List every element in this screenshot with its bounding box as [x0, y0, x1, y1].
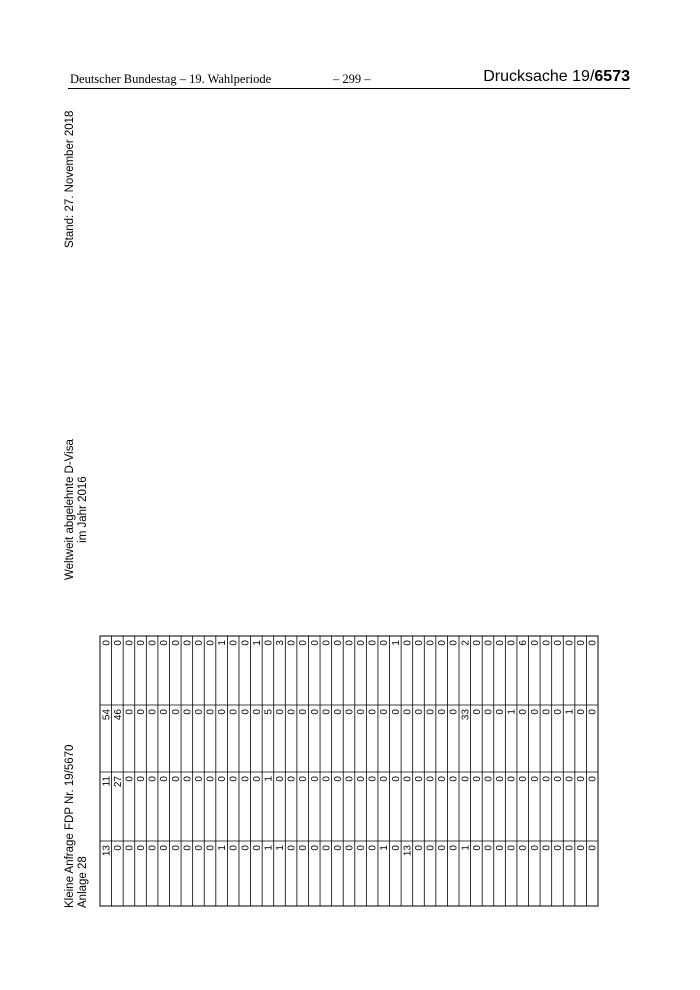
table-cell: 0 [506, 845, 518, 851]
table-cell: 0 [159, 640, 171, 646]
table-cell: 0 [159, 776, 171, 782]
table-cell: 0 [379, 640, 391, 646]
table-cell: 0 [321, 640, 333, 646]
table-cell: 0 [228, 845, 240, 851]
table-cell: 0 [367, 845, 379, 851]
table-cell: 0 [124, 776, 136, 782]
table-cell: 0 [587, 640, 599, 646]
table-cell: 0 [112, 640, 124, 646]
table-cell: 0 [576, 776, 588, 782]
table-cell: 0 [170, 845, 182, 851]
table-cell: 0 [298, 640, 310, 646]
table-cell: 0 [112, 845, 124, 851]
table-cell: 0 [379, 709, 391, 715]
table-cell: 0 [367, 640, 379, 646]
table-cell: 0 [136, 845, 148, 851]
table-cell: 0 [541, 776, 553, 782]
doc-number-bold: 6573 [594, 68, 630, 85]
table-cell: 0 [217, 709, 229, 715]
table-cell: 0 [136, 776, 148, 782]
table-cell: 0 [309, 709, 321, 715]
table-cell: 5 [263, 709, 275, 715]
table-cell: 0 [205, 640, 217, 646]
table-cell: 0 [529, 776, 541, 782]
table-cell: 0 [460, 776, 472, 782]
table-cell: 0 [193, 776, 205, 782]
table-cell: 0 [205, 845, 217, 851]
table-cell: 0 [182, 845, 194, 851]
table-cell: 0 [518, 845, 530, 851]
table-cell: 0 [483, 709, 495, 715]
table-cell: 0 [193, 845, 205, 851]
table-cell: 0 [286, 640, 298, 646]
table-cell: 0 [344, 640, 356, 646]
table-cell: 1 [217, 640, 229, 646]
table-cell: 1 [275, 845, 287, 851]
table-cell: 0 [228, 709, 240, 715]
table-cell: 0 [483, 845, 495, 851]
table-cell: 0 [506, 776, 518, 782]
table-cell: 0 [367, 776, 379, 782]
table-cell: 0 [495, 709, 507, 715]
table-cell: 0 [159, 709, 171, 715]
table-cell: 54 [101, 709, 113, 721]
table-cell: 0 [182, 640, 194, 646]
date-stamp: Stand: 27. November 2018 [64, 110, 76, 248]
table-cell: 1 [390, 640, 402, 646]
table-cell: 0 [541, 640, 553, 646]
table-cell: 0 [356, 845, 368, 851]
table-cell: 0 [170, 709, 182, 715]
table-cell: 0 [298, 776, 310, 782]
table-cell: 0 [390, 845, 402, 851]
table-cell: 1 [564, 709, 576, 715]
table-cell: 0 [448, 709, 460, 715]
table-cell: 0 [309, 845, 321, 851]
table-cell: 0 [413, 640, 425, 646]
table-cell: 1 [263, 776, 275, 782]
table-cell: 0 [251, 845, 263, 851]
table-cell: 0 [228, 640, 240, 646]
table-cell: 46 [112, 709, 124, 721]
table-cell: 1 [379, 845, 391, 851]
table-cell: 0 [332, 709, 344, 715]
table-cell: 0 [495, 845, 507, 851]
table-cell: 0 [495, 776, 507, 782]
table-cell: 0 [529, 845, 541, 851]
table-cell: 1 [460, 845, 472, 851]
table-cell: 0 [356, 709, 368, 715]
table-cell: 0 [344, 845, 356, 851]
table-cell: 0 [124, 709, 136, 715]
table-cell: 0 [275, 709, 287, 715]
table-cell: 11 [101, 776, 113, 787]
table-cell: 0 [483, 776, 495, 782]
table-cell: 0 [170, 776, 182, 782]
table-cell: 0 [124, 640, 136, 646]
table-cell: 33 [460, 709, 472, 721]
table-cell: 0 [448, 640, 460, 646]
table-cell: 13 [402, 845, 414, 857]
table-cell: 0 [576, 709, 588, 715]
table-cell: 0 [286, 845, 298, 851]
table-cell: 0 [321, 709, 333, 715]
table-cell: 0 [425, 709, 437, 715]
table-cell: 0 [564, 845, 576, 851]
table-cell: 0 [471, 776, 483, 782]
table-cell: 0 [205, 776, 217, 782]
table-cell: 0 [193, 640, 205, 646]
annex-line: Anlage 28 [77, 856, 89, 908]
title-line-2: im Jahr 2016 [77, 476, 89, 543]
table-cell: 1 [217, 845, 229, 851]
table-cell: 0 [228, 776, 240, 782]
page-number: – 299 – [333, 72, 371, 86]
table-cell: 0 [529, 709, 541, 715]
table-cell: 0 [332, 640, 344, 646]
table-cell: 0 [576, 640, 588, 646]
table-cell: 0 [136, 709, 148, 715]
table-cell: 1 [263, 845, 275, 851]
table-cell: 0 [518, 709, 530, 715]
table-cell: 0 [332, 845, 344, 851]
table-cell: 0 [552, 640, 564, 646]
table-cell: 0 [344, 776, 356, 782]
table-cell: 0 [182, 776, 194, 782]
table-cell: 0 [437, 845, 449, 851]
table-cell: 0 [437, 709, 449, 715]
inquiry-line: Kleine Anfrage FDP Nr. 19/5670 [64, 744, 76, 908]
table-cell: 0 [101, 640, 113, 646]
table-cell: 0 [147, 709, 159, 715]
table-cell: 0 [136, 640, 148, 646]
table-cell: 0 [425, 776, 437, 782]
table-cell: 0 [217, 776, 229, 782]
table-cell: 0 [437, 776, 449, 782]
table-cell: 0 [402, 776, 414, 782]
table-cell: 0 [147, 640, 159, 646]
table-cell: 0 [483, 640, 495, 646]
table-cell: 0 [425, 640, 437, 646]
table-cell: 0 [240, 845, 252, 851]
table-cell: 0 [413, 845, 425, 851]
table-cell: 0 [275, 776, 287, 782]
table-cell: 0 [147, 845, 159, 851]
table-cell: 0 [321, 776, 333, 782]
table-cell: 0 [402, 709, 414, 715]
table-cell: 13 [101, 845, 113, 857]
table-cell: 0 [529, 640, 541, 646]
table-cell: 27 [112, 776, 124, 788]
table-cell: 0 [518, 776, 530, 782]
table-cell: 0 [182, 709, 194, 715]
table-cell: 0 [240, 776, 252, 782]
table-cell: 0 [298, 709, 310, 715]
table-cell: 0 [390, 709, 402, 715]
table-cell: 0 [240, 709, 252, 715]
table-cell: 0 [286, 776, 298, 782]
table-cell: 0 [321, 845, 333, 851]
running-header-left: Deutscher Bundestag – 19. Wahlperiode [70, 72, 272, 86]
table-cell: 0 [495, 640, 507, 646]
table-cell: 0 [402, 640, 414, 646]
table-cell: 0 [413, 709, 425, 715]
table-cell: 0 [541, 709, 553, 715]
table-cell: 0 [344, 709, 356, 715]
table-cell: 0 [356, 776, 368, 782]
doc-number-prefix: 19/ [572, 68, 595, 85]
table-cell: 0 [564, 640, 576, 646]
table-cell: 0 [587, 776, 599, 782]
table-cell: 0 [367, 709, 379, 715]
table-cell: 0 [170, 640, 182, 646]
table-cell: 0 [471, 640, 483, 646]
table-cell: 0 [159, 845, 171, 851]
table-cell: 0 [251, 709, 263, 715]
table-cell: 0 [448, 845, 460, 851]
table-cell: 1 [251, 640, 263, 646]
table-cell: 0 [263, 640, 275, 646]
table-border [100, 636, 598, 906]
table-cell: 0 [193, 709, 205, 715]
table-cell: 0 [587, 709, 599, 715]
table-cell: 0 [298, 845, 310, 851]
table-cell: 0 [471, 709, 483, 715]
table-cell: 0 [437, 640, 449, 646]
doc-label: Drucksache [483, 68, 568, 85]
table-cell: 0 [564, 776, 576, 782]
table-cell: 2 [460, 640, 472, 646]
table-cell: 0 [576, 845, 588, 851]
table-cell: 0 [309, 776, 321, 782]
table-cell: 3 [275, 640, 287, 646]
table-cell: 0 [448, 776, 460, 782]
table-cell: 0 [332, 776, 344, 782]
table-cell: 0 [552, 709, 564, 715]
table-cell: 0 [552, 776, 564, 782]
title-line-1: Weltweit abgelehnte D-Visa [64, 439, 76, 580]
table-cell: 0 [587, 845, 599, 851]
table-cell: 0 [471, 845, 483, 851]
table-cell: 0 [390, 776, 402, 782]
table-cell: 0 [506, 640, 518, 646]
table-cell: 0 [413, 776, 425, 782]
table-cell: 0 [286, 709, 298, 715]
table-cell: 0 [425, 845, 437, 851]
table-cell: 0 [124, 845, 136, 851]
table-cell: 0 [541, 845, 553, 851]
table-cell: 6 [518, 640, 530, 646]
table-cell: 0 [552, 845, 564, 851]
table-cell: 0 [240, 640, 252, 646]
table-cell: 1 [506, 709, 518, 715]
table-cell: 0 [147, 776, 159, 782]
table-cell: 0 [205, 709, 217, 715]
table-cell: 0 [379, 776, 391, 782]
table-cell: 0 [356, 640, 368, 646]
table-cell: 0 [309, 640, 321, 646]
table-cell: 0 [251, 776, 263, 782]
